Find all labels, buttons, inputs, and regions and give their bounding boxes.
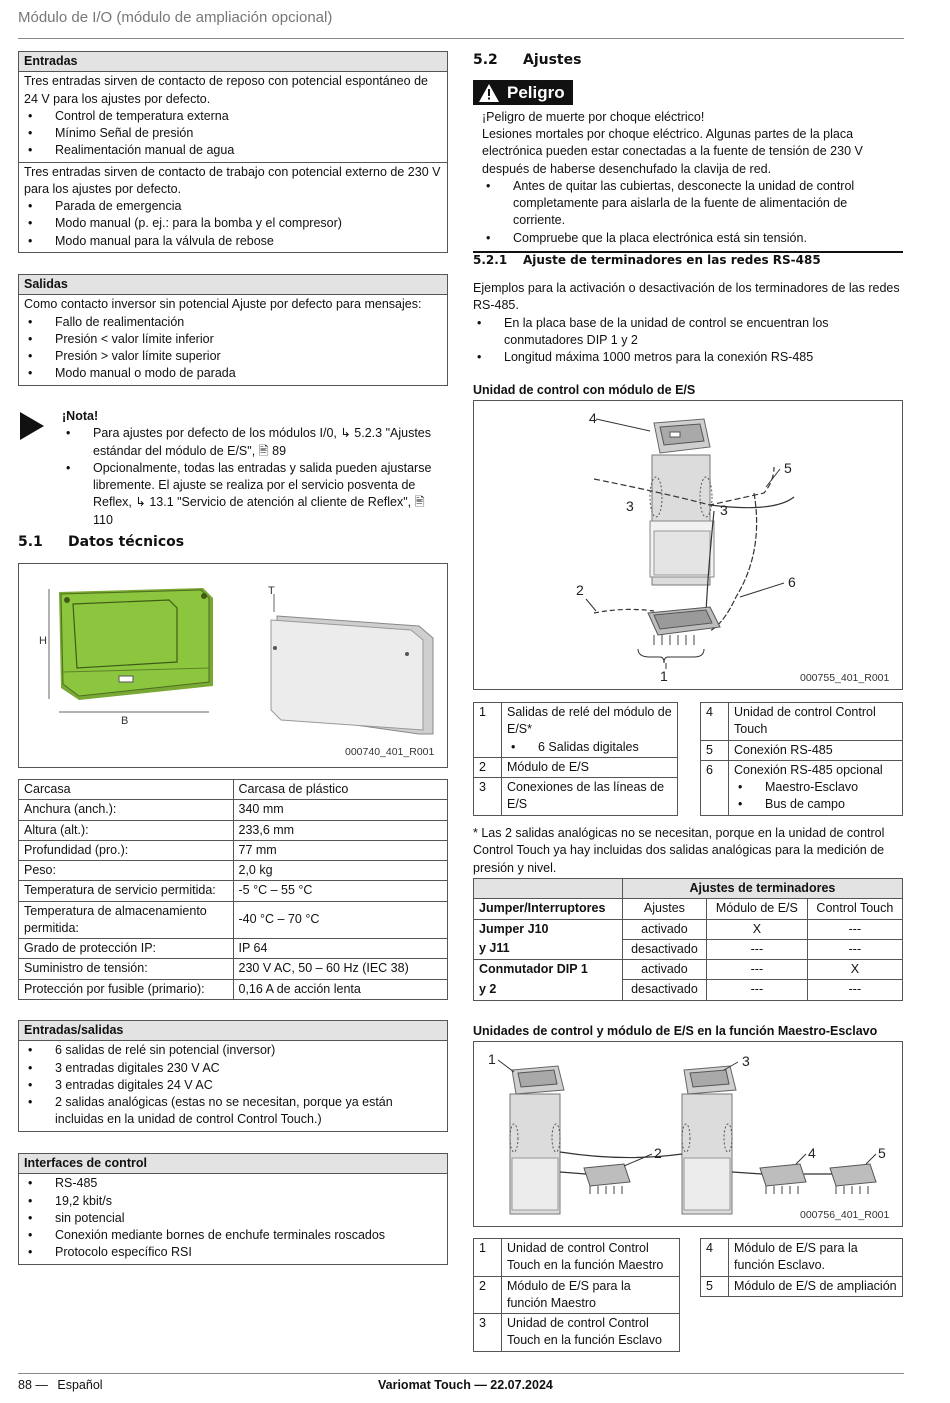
legend1-right [700, 702, 903, 816]
legend-text: Unidad de control Control Touch [729, 703, 903, 741]
section-title: Datos técnicos [68, 534, 185, 550]
legend-num: 4 [701, 703, 729, 741]
footer-document: Variomat Touch — 22.07.2024 [378, 1378, 553, 1392]
spec-value: 233,6 mm [233, 820, 448, 840]
interfaces-box [18, 1153, 448, 1265]
table-cell: --- [707, 980, 808, 1000]
legend-text-cell [729, 760, 903, 815]
table-cell: X [707, 919, 808, 939]
callout-3: 3 [742, 1053, 750, 1069]
note-title: ¡Nota! [62, 409, 99, 423]
legend-num: 3 [474, 1314, 502, 1352]
table-row [19, 780, 448, 800]
section-number: 5.1 [18, 534, 43, 550]
legend-num: 2 [474, 757, 502, 777]
list-item: • 6 Salidas digitales [507, 739, 672, 756]
list-item: • 2 salidas analógicas (estas no se necesitan, porque ya están incluidas en la unidad de control Control Touch.) [24, 1094, 442, 1129]
tech-data-table-wrap [18, 779, 448, 1000]
empty-header-cell [474, 879, 623, 899]
table-row [19, 979, 448, 999]
section-heading-5-2 [473, 51, 581, 70]
list-item: • Bus de campo [734, 796, 897, 813]
list-item: • Parada de emergencia [24, 198, 442, 215]
list-item: • En la placa base de la unidad de control se encuentran los conmutadores DIP 1 y 2 [473, 315, 903, 350]
salidas-box [18, 274, 448, 386]
spec-value: 230 V AC, 50 – 60 Hz (IEC 38) [233, 959, 448, 979]
terminator-table-wrap [473, 878, 903, 1001]
table-row [19, 861, 448, 881]
legend-num: 4 [701, 1239, 729, 1277]
figure-caption: Unidades de control y módulo de E/S en la función Maestro-Esclavo [473, 1024, 878, 1038]
table-cell: desactivado [622, 939, 706, 959]
header-rule [18, 38, 904, 39]
section-text: Ejemplos para la activación o desactivación de los terminadores de las redes RS-485. [473, 281, 900, 313]
warning-icon [479, 84, 499, 102]
dimension-label-t: T [268, 585, 275, 597]
figure-caption: Unidad de control con módulo de E/S [473, 383, 696, 397]
legend-text: Salidas de relé del módulo de E/S* [507, 705, 672, 737]
table-cell: desactivado [622, 980, 706, 1000]
legend-text: Módulo de E/S [502, 757, 678, 777]
list-item: • Mínimo Señal de presión [24, 125, 442, 142]
entradas-section-230v [19, 162, 447, 252]
footer-left [18, 1377, 103, 1394]
callout-6: 6 [788, 574, 796, 590]
salidas-title: Salidas [19, 275, 447, 295]
table-cell: activado [622, 919, 706, 939]
figure-device-dimensions [18, 563, 448, 768]
legend-num: 5 [701, 1276, 729, 1296]
entradas-title: Entradas [19, 52, 447, 72]
section-heading-5-2-1 [473, 252, 821, 269]
list-item: • 3 entradas digitales 24 V AC [24, 1077, 442, 1094]
spec-label: Anchura (anch.): [19, 800, 234, 820]
callout-4: 4 [589, 410, 597, 426]
running-header: Módulo de I/O (módulo de ampliación opcional) [18, 9, 333, 26]
list-item: • Fallo de realimentación [24, 314, 442, 331]
list-item: • Longitud máxima 1000 metros para la conexión RS-485 [473, 349, 903, 366]
callout-5: 5 [878, 1145, 886, 1161]
section-heading-5-1 [18, 533, 184, 552]
table-row [19, 881, 448, 901]
danger-badge-label: Peligro [507, 83, 565, 102]
entradas-box [18, 51, 448, 253]
list-item: • Presión > valor límite superior [24, 348, 442, 365]
list-item: • 19,2 kbit/s [24, 1193, 442, 1210]
spec-label: Carcasa [19, 780, 234, 800]
column-header: Control Touch [807, 899, 902, 919]
section-title: Ajustes [523, 52, 582, 68]
salidas-section [19, 295, 447, 384]
device-dimensions-drawing [19, 564, 447, 767]
table-row [19, 939, 448, 959]
callout-3: 3 [626, 498, 634, 514]
callout-4: 4 [808, 1145, 816, 1161]
table-cell: y J11 [474, 939, 623, 959]
master-slave-drawing [474, 1042, 902, 1226]
io-section [19, 1041, 447, 1130]
terminator-table [473, 878, 903, 1001]
footnote: * Las 2 salidas analógicas no se necesitan, porque en la unidad de control Control Touch ya hay incluidas dos salidas analógicas para la medición de presión y nivel. [473, 826, 885, 875]
list-item: • 6 salidas de relé sin potencial (inversor) [24, 1042, 442, 1059]
group-header: Ajustes de terminadores [622, 879, 902, 899]
table-cell: X [807, 960, 902, 980]
danger-block [473, 80, 903, 253]
spec-label: Altura (alt.): [19, 820, 234, 840]
list-item: • Conexión mediante bornes de enchufe terminales roscados [24, 1227, 442, 1244]
table-row [19, 820, 448, 840]
figure-control-unit-io [473, 400, 903, 690]
list-item: • Presión < valor límite inferior [24, 331, 442, 348]
legend-text: Módulo de E/S para la función Esclavo. [729, 1239, 903, 1277]
list-item: • RS-485 [24, 1175, 442, 1192]
column-header: Módulo de E/S [707, 899, 808, 919]
dimension-label-h: H [39, 635, 47, 647]
table-cell: activado [622, 960, 706, 980]
legend-text-cell [502, 703, 678, 758]
legend-text: Unidad de control Control Touch en la función Esclavo [502, 1314, 680, 1352]
table-cell: --- [707, 960, 808, 980]
legend-num: 3 [474, 778, 502, 816]
list-item: • Modo manual (p. ej.: para la bomba y el compresor) [24, 215, 442, 232]
legend-num: 5 [701, 740, 729, 760]
list-item: • Realimentación manual de agua [24, 142, 442, 159]
spec-label: Profundidad (pro.): [19, 840, 234, 860]
note-block [62, 408, 448, 529]
callout-5: 5 [784, 460, 792, 476]
legend-text: Módulo de E/S para la función Maestro [502, 1276, 680, 1314]
dimension-label-b: B [121, 715, 129, 727]
list-item: • 3 entradas digitales 230 V AC [24, 1060, 442, 1077]
spec-label: Suministro de tensión: [19, 959, 234, 979]
table-cell: y 2 [474, 980, 623, 1000]
page-number: 88 — [18, 1378, 48, 1392]
list-item: • Modo manual para la válvula de rebose [24, 233, 442, 250]
entradas-24v-text: Tres entradas sirven de contacto de reposo con potencial espontáneo de 24 V para los ajustes por defecto. [24, 74, 428, 106]
danger-line2: Lesiones mortales por choque eléctrico. Algunas partes de la placa electrónica pueden estar conectadas a la fuente de tensión de 230 V después de haberse desenchufado la clavija de red. [482, 127, 863, 176]
list-item: • Protocolo específico RSI [24, 1244, 442, 1261]
spec-value: 340 mm [233, 800, 448, 820]
spec-value: -40 °C – 70 °C [233, 901, 448, 939]
legend1-left [473, 702, 678, 816]
interfaces-section [19, 1174, 447, 1263]
table-cell: --- [707, 939, 808, 959]
table-row [19, 901, 448, 939]
spec-value: Carcasa de plástico [233, 780, 448, 800]
io-box [18, 1020, 448, 1132]
callout-1: 1 [660, 668, 668, 684]
table-cell: --- [807, 919, 902, 939]
note-item: • Opcionalmente, todas las entradas y salida pueden ajustarse libremente. El ajuste se realiza por el servicio posventa de Reflex, ↳ 13.1 "Servicio de atención al cliente de Reflex", 🖹 110 [62, 460, 448, 529]
legend-num: 1 [474, 1239, 502, 1277]
spec-label: Temperatura de almacenamiento permitida: [19, 901, 234, 939]
note-arrow-icon [20, 412, 44, 445]
interfaces-title: Interfaces de control [19, 1154, 447, 1174]
spec-value: -5 °C – 55 °C [233, 881, 448, 901]
danger-content [473, 107, 903, 253]
table-cell: Jumper J10 [474, 919, 623, 939]
spec-value: 77 mm [233, 840, 448, 860]
section-number: 5.2 [473, 52, 498, 68]
callout-1: 1 [488, 1051, 496, 1067]
callout-2: 2 [654, 1145, 662, 1161]
callout-2: 2 [576, 582, 584, 598]
danger-badge [473, 80, 573, 105]
io-title: Entradas/salidas [19, 1021, 447, 1041]
legend-text: Conexiones de las líneas de E/S [502, 778, 678, 816]
list-item: • sin potencial [24, 1210, 442, 1227]
figure-master-slave [473, 1041, 903, 1227]
footer-rule [18, 1373, 904, 1374]
table-cell: --- [807, 980, 902, 1000]
figure-code: 000755_401_R001 [800, 672, 890, 684]
table-row [19, 800, 448, 820]
legend-num: 1 [474, 703, 502, 758]
spec-value: IP 64 [233, 939, 448, 959]
list-item: • Modo manual o modo de parada [24, 365, 442, 382]
section-title: Ajuste de terminadores en las redes RS-485 [523, 253, 821, 267]
column-header: Jumper/Interruptores [474, 899, 623, 919]
spec-label: Protección por fusible (primario): [19, 979, 234, 999]
legend-text: Conexión RS-485 opcional [734, 762, 883, 777]
column-header: Ajustes [622, 899, 706, 919]
list-item: • Compruebe que la placa electrónica está sin tensión. [482, 230, 894, 247]
spec-label: Grado de protección IP: [19, 939, 234, 959]
spec-label: Peso: [19, 861, 234, 881]
table-row [19, 959, 448, 979]
entradas-section-24v [19, 72, 447, 161]
section-5-2-1-body [473, 280, 903, 366]
salidas-text: Como contacto inversor sin potencial Ajuste por defecto para mensajes: [24, 297, 422, 312]
legend2-right [700, 1238, 903, 1297]
spec-label: Temperatura de servicio permitida: [19, 881, 234, 901]
figure-code: 000740_401_R001 [345, 746, 435, 758]
note-item: • Para ajustes por defecto de los módulos I/0, ↳ 5.2.3 "Ajustes estándar del módulo de E/S", 🖹 89 [62, 425, 448, 460]
legend2-left [473, 1238, 680, 1352]
tech-data-table [18, 779, 448, 1000]
spec-value: 0,16 A de acción lenta [233, 979, 448, 999]
figure-code: 000756_401_R001 [800, 1209, 890, 1221]
legend-text: Módulo de E/S de ampliación [729, 1276, 903, 1296]
table-cell: --- [807, 939, 902, 959]
callout-3: 3 [720, 502, 728, 518]
section-number: 5.2.1 [473, 253, 508, 267]
spec-value: 2,0 kg [233, 861, 448, 881]
footer-language: Español [57, 1378, 103, 1392]
legend-num: 6 [701, 760, 729, 815]
legend-num: 2 [474, 1276, 502, 1314]
legend-text: Unidad de control Control Touch en la función Maestro [502, 1239, 680, 1277]
danger-line1: ¡Peligro de muerte por choque eléctrico! [482, 109, 705, 124]
entradas-230v-text: Tres entradas sirven de contacto de trabajo con potencial externo de 230 V para los ajustes por defecto. [24, 164, 441, 196]
table-cell: Conmutador DIP 1 [474, 960, 623, 980]
list-item: • Control de temperatura externa [24, 108, 442, 125]
legend-text: Conexión RS-485 [729, 740, 903, 760]
list-item: • Antes de quitar las cubiertas, desconecte la unidad de control completamente para aislarla de la fuente de alimentación de corriente. [482, 178, 894, 230]
table-row [19, 840, 448, 860]
control-unit-io-drawing [474, 401, 902, 689]
list-item: • Maestro-Esclavo [734, 779, 897, 796]
